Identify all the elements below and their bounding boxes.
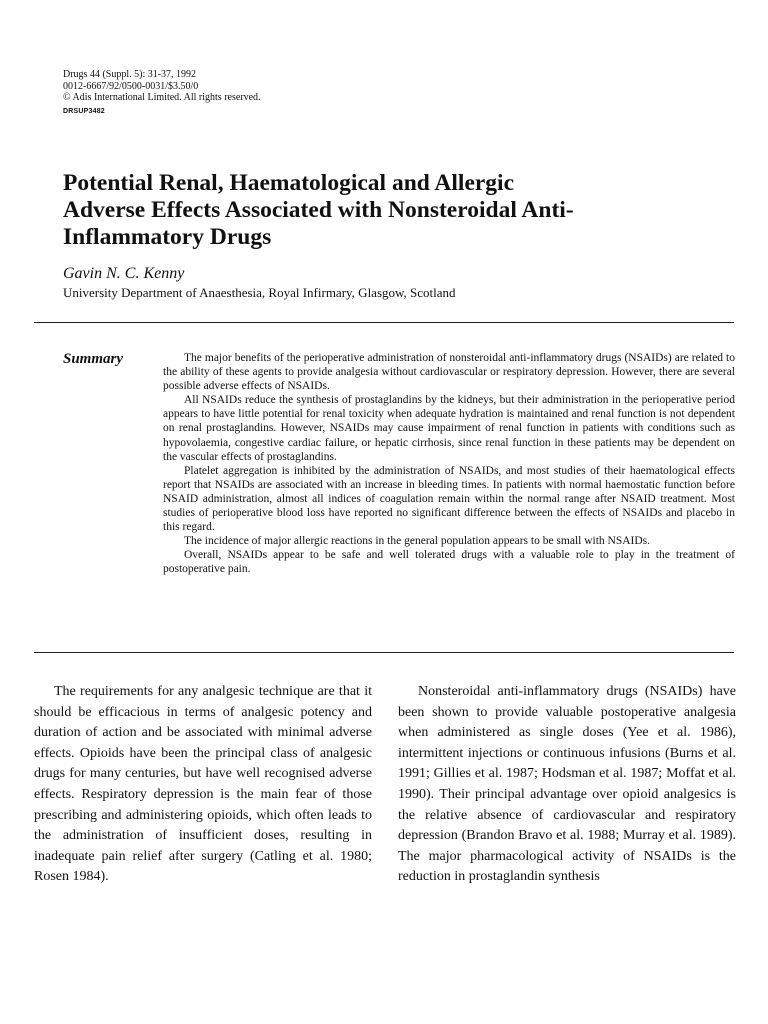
body-paragraph: Nonsteroidal anti-inflammatory drugs (NSAIDs) have been shown to provide valuable postoperative analgesia when administered as single doses (Yee et al. 1986), intermittent injections or continuous infusions (Burns et al. 1991; Gillies et al. 1987; Hodsman et al. 1987; Moffat et al. 1990). Their principal advantage over opioid analgesics is the relative absence of cardiovascular and respiratory depression (Brandon Bravo et al. 1988; Murray et al. 1989). The major pharmacological activity of NSAIDs is the reduction in prostaglandin synthesis <box>398 684 736 885</box>
divider-top <box>34 322 734 323</box>
title-line: Adverse Effects Associated with Nonsteroidal Anti- <box>63 197 574 223</box>
summary-paragraph: All NSAIDs reduce the synthesis of prostaglandins by the kidneys, but their administration in the perioperative period appears to have little potential for renal toxicity when adequate hydration is maintained and renal function is not dependent on renal prostaglandins. However, NSAIDs may cause impairment of renal function in patients with conditions such as hypovolaemia, congestive cardiac failure, or hepatic cirrhosis, since renal function in these patients may be dependent on the vascular effects of prostaglandins. <box>163 394 735 463</box>
journal-header <box>63 69 423 117</box>
summary-paragraph: Overall, NSAIDs appear to be safe and well tolerated drugs with a valuable role to play in the treatment of postoperative pain. <box>163 549 735 576</box>
issn-line: 0012-6667/92/0500-0031/$3.50/0 <box>63 80 199 92</box>
summary-paragraph: The major benefits of the perioperative administration of nonsteroidal anti-inflammatory drugs (NSAIDs) are related to the ability of these agents to provide analgesia without cardiovascular or respiratory depression. However, there are several possible adverse effects of NSAIDs. <box>163 352 735 393</box>
summary-paragraph: Platelet aggregation is inhibited by the administration of NSAIDs, and most studies of their haematological effects report that NSAIDs are associated with an increase in bleeding times. In patients with normal haemostatic function before NSAID administration, almost all indices of coagulation remain within the normal range after NSAID treatment. Most studies of perioperative blood loss have reported no significant difference between the effects of NSAIDs and placebo in this regard. <box>163 464 735 534</box>
summary-heading: Summary <box>63 351 124 367</box>
document-code: DRSUP3482 <box>63 107 105 115</box>
title-line: Inflammatory Drugs <box>63 224 272 250</box>
body-paragraph: The requirements for any analgesic technique are that it should be efficacious in terms of analgesic potency and duration of action and be associated with minimal adverse effects. Opioids have been the principal class of analgesic drugs for many centuries, but have well recognised adverse effects. Respiratory depression is the main fear of those prescribing and administering opioids, which often leads to the administration of insufficient doses, resulting in inadequate pain relief after surgery (Catling et al. 1980; Rosen 1984). <box>34 684 372 885</box>
copyright-line: © Adis International Limited. All rights reserved. <box>63 92 261 103</box>
summary-body <box>163 351 735 577</box>
citation-line: Drugs 44 (Suppl. 5): 31-37, 1992 <box>63 69 197 80</box>
author-affiliation: University Department of Anaesthesia, Royal Infirmary, Glasgow, Scotland <box>63 285 456 300</box>
author-name: Gavin N. C. Kenny <box>63 265 185 282</box>
summary-paragraph: The incidence of major allergic reactions in the general population appears to be small with NSAIDs. <box>184 535 651 548</box>
body-column-right <box>398 682 736 888</box>
divider-bottom <box>34 652 734 653</box>
body-column-left <box>34 682 372 888</box>
title-line: Potential Renal, Haematological and Allergic <box>63 170 515 196</box>
article-title <box>63 170 703 251</box>
